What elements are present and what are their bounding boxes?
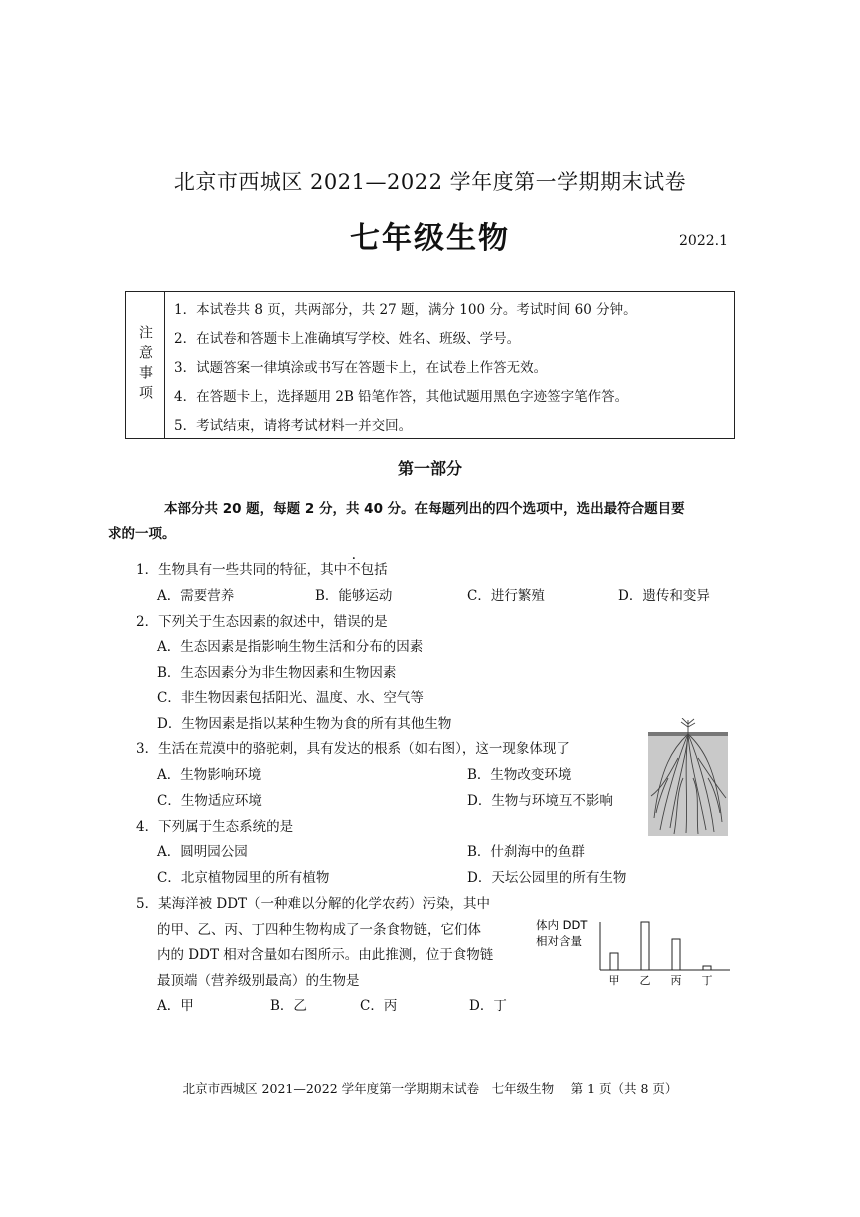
q1-option-b: B．能够运动	[315, 588, 393, 604]
q5-stem-line2: 的甲、乙、丙、丁四种生物构成了一条食物链，它们体	[157, 922, 481, 938]
q3-stem: 3．生活在荒漠中的骆驼刺，具有发达的根系（如右图），这一现象体现了	[136, 741, 570, 757]
q2-option-b: B．生态因素分为非生物因素和生物因素	[157, 665, 397, 681]
q3-option-a: A．生物影响环境	[157, 767, 262, 783]
q5-stem-line3: 内的 DDT 相对含量如右图所示。由此推测，位于食物链	[157, 947, 494, 963]
chart-bar	[610, 953, 618, 970]
q2-stem: 2．下列关于生态因素的叙述中，错误的是	[136, 614, 388, 630]
chart-tick-label: 丙	[670, 974, 682, 987]
chart-bar	[672, 939, 680, 970]
q5-stem-line4: 最顶端（营养级别最高）的生物是	[157, 973, 360, 989]
chart-tick-label: 甲	[608, 974, 620, 987]
notice-item: 5．考试结束，请将考试材料一并交回。	[174, 418, 413, 434]
q1-option-c: C．进行繁殖	[467, 588, 545, 604]
q2-option-c: C．非生物因素包括阳光、温度、水、空气等	[157, 690, 424, 706]
chart-tick-label: 乙	[639, 974, 651, 987]
q4-option-d: D．天坛公园里的所有生物	[467, 870, 627, 886]
q1-stem: 1．生物具有一些共同的特征，其中不包括	[136, 562, 388, 578]
q4-option-b: B．什刹海中的鱼群	[467, 844, 585, 860]
subject-title: 七年级生物	[350, 221, 510, 256]
emphasis-mark: 不	[347, 562, 361, 578]
notice-item: 4．在答题卡上，选择题用 2B 铅笔作答，其他试题用黑色字迹签字笔作答。	[174, 389, 629, 405]
q5-option-c: C．丙	[360, 998, 398, 1014]
q4-stem: 4．下列属于生态系统的是	[136, 819, 294, 835]
q3-option-c: C．生物适应环境	[157, 793, 262, 809]
q3-option-b: B．生物改变环境	[467, 767, 572, 783]
chart-bar	[641, 922, 649, 970]
part-intro: 本部分共 20 题，每题 2 分，共 40 分。在每题列出的四个选项中，选出最符合题目要 求的一项。	[108, 501, 685, 542]
q1-option-d: D．遗传和变异	[618, 588, 710, 604]
q5-option-d: D．丁	[469, 998, 507, 1014]
q5-option-b: B．乙	[270, 998, 307, 1014]
chart-bar	[703, 966, 711, 970]
notice-box	[125, 291, 735, 439]
notice-items	[174, 298, 637, 443]
q4-option-a: A．圆明园公园	[157, 844, 248, 860]
notice-item: 3．试题答案一律填涂或书写在答题卡上，在试卷上作答无效。	[174, 360, 548, 376]
q5-option-a: A．甲	[157, 998, 194, 1014]
notice-item: 1．本试卷共 8 页，共两部分，共 27 题，满分 100 分。考试时间 60 分钟。	[174, 302, 637, 318]
page-footer: 北京市西城区 2021—2022 学年度第一学期期末试卷 七年级生物 第 1 页（共 8 页）	[182, 1081, 678, 1096]
q3-option-d: D．生物与环境互不影响	[467, 793, 613, 809]
exam-title: 北京市西城区 2021—2022 学年度第一学期期末试卷	[173, 170, 687, 194]
notice-item: 2．在试卷和答题卡上准确填写学校、姓名、班级、学号。	[174, 331, 521, 347]
q4-option-c: C．北京植物园里的所有植物	[157, 870, 330, 886]
part-title: 第一部分	[397, 459, 462, 478]
q5-stem-line1: 5．某海洋被 DDT（一种难以分解的化学农药）污染，其中	[136, 896, 491, 912]
q1-option-a: A．需要营养	[157, 588, 235, 604]
chart-ylabel: 相对含量	[536, 934, 582, 948]
ddt-bar-chart	[530, 912, 735, 990]
notice-label: 注意事项	[126, 292, 165, 438]
q2-option-d: D．生物因素是指以某种生物为食的所有其他生物	[157, 716, 452, 732]
q2-option-a: A．生态因素是指影响生物生活和分布的因素	[157, 639, 424, 655]
chart-tick-label: 丁	[701, 974, 713, 987]
chart-ylabel: 体内 DDT	[536, 918, 588, 932]
root-system-figure	[648, 718, 728, 836]
exam-date: 2022.1	[679, 233, 728, 249]
